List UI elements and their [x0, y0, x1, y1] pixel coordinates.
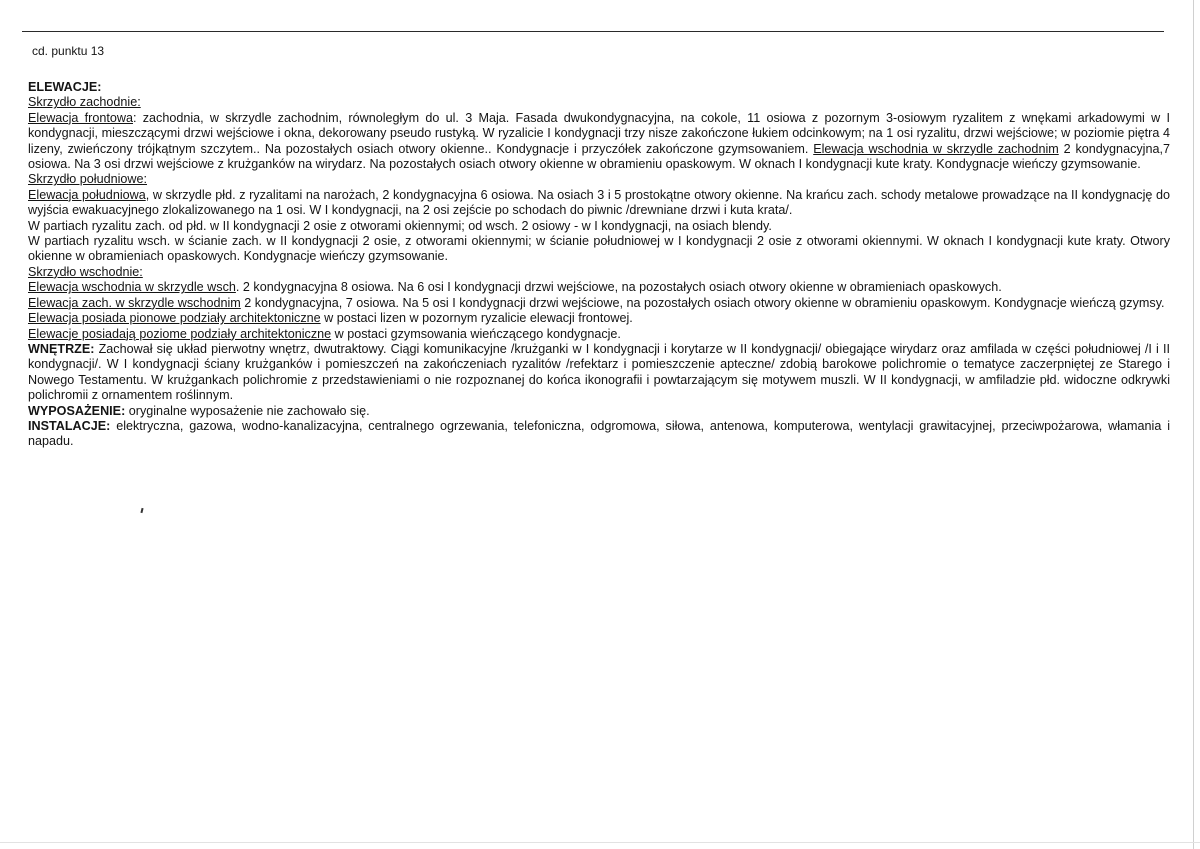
label-podzialy-poziome: Elewacje posiadają poziome podziały architektoniczne	[28, 326, 332, 341]
label-instalacje: INSTALACJE:	[28, 418, 111, 433]
paragraph-podzialy-pionowe	[28, 311, 1170, 326]
subheading-skrzydlo-wschodnie: Skrzydło wschodnie:	[28, 264, 143, 279]
page-edge-bottom	[0, 842, 1200, 843]
paragraph-elewacja-zach-wsch	[28, 296, 1170, 311]
paragraph-ryzalit-zach: W partiach ryzalitu zach. od płd. w II kondygnacji 2 osie z otworami okiennymi; od wsch. 2 osiowy - w I kondygnacji, na osiach blendy.	[28, 218, 772, 233]
paragraph-elewacja-frontowa	[28, 111, 1170, 173]
text-podzialy-poziome: w postaci gzymsowania wieńczącego kondygnacje.	[331, 326, 621, 341]
label-elewacja-wschodnia-zach: Elewacja wschodnia w skrzydle zachodnim	[813, 141, 1059, 156]
document-body	[28, 80, 1170, 450]
text-podzialy-pionowe: w postaci lizen w pozornym ryzalicie elewacji frontowej.	[320, 311, 633, 326]
text-elewacja-wschodnia-zach: 2 kondygnacyjna,7 osiowa. Na 3 osi drzwi wejściowe z krużganków na wirydarz. Na pozostałych osiach otwory okienne w obramieniu opaskowym. W oknach I kondygnacji kute kraty. Kondygnacje wieńczy gzymsowanie.	[28, 141, 1170, 172]
text-instalacje: elektryczna, gazowa, wodno-kanalizacyjna, centralnego ogrzewania, telefoniczna, odgromowa, siłowa, antenowa, komputerowa, wentylacji grawitacyjnej, przeciwpożarowa, włamania i napadu.	[28, 418, 1170, 449]
text-wyposazenie: oryginalne wyposażenie nie zachowało się.	[125, 403, 370, 418]
label-elewacja-frontowa: Elewacja frontowa	[28, 110, 133, 125]
paragraph-wyposazenie	[28, 404, 1170, 419]
paragraph-instalacje	[28, 419, 1170, 450]
label-elewacja-zach-wsch: Elewacja zach. w skrzydle wschodnim	[28, 295, 241, 310]
label-elewacja-wschodnia-wsch: Elewacja wschodnia w skrzydle wsch	[28, 280, 236, 295]
text-elewacja-frontowa: : zachodnia, w skrzydle zachodnim, równoległym do ul. 3 Maja. Fasada dwukondygnacyjna, na cokole, 11 osiowa z pozornym 3-osiowym ryzalitem z wnękami arkadowymi w I kondygnacji, mieszczącymi drzwi wejściowe i okna, dekorowany pseudo rustyką. W ryzalicie I kondygnacji trzy nisze zakończone łukiem odcinkowym; na 1 osi ryzalitu, drzwi wejściowe; w poziomie piętra 4 lizeny, zwieńczony trójkątnym szczytem.. Na pozostałych osiach otwory okienne.. Kondygnacje i przyczółek zakończone gzymsowaniem.	[28, 110, 1170, 156]
label-elewacja-poludniowa: Elewacja południowa	[28, 187, 146, 202]
text-elewacja-wschodnia-wsch: . 2 kondygnacyjna 8 osiowa. Na 6 osi I kondygnacji drzwi wejściowe, na pozostałych osiach otwory okienne w obramieniach opaskowych.	[235, 280, 1002, 295]
paragraph-podzialy-poziome	[28, 327, 1170, 342]
text-elewacja-poludniowa: , w skrzydle płd. z ryzalitami na narożach, 2 kondygnacyjna 6 osiowa. Na osiach 3 i 5 prostokątne otwory okienne. Na krańcu zach. schody metalowe prowadzące na II kondygnację do wyjścia ewakuacyjnego zlokalizowanego na 1 osi. W I kondygnacji, na 2 osi zejście po schodach do piwnic /drewniane drzwi i kuta krata/.	[28, 187, 1170, 218]
paragraph-elewacja-wschodnia-wsch	[28, 280, 1170, 295]
text-wnetrze: Zachował się układ pierwotny wnętrz, dwutraktowy. Ciągi komunikacyjne /krużganki w I kondygnacji i korytarze w II kondygnacji/ obiegające wirydarz oraz amfilada w części południowej /I i II kondygnacji/. W I kondygnacji ściany krużganków i pomieszczeń na zakończeniach ryzalitów /refektarz i pomieszczenie apteczne/ zdobią barokowe polichromie o tematyce zaczerpniętej ze Starego i Nowego Testamentu. W krużgankach polichromie z przedstawieniami o nie rozpoznanej do końca ikonografii i powtarzającym się motywem muszli. W II kondygnacji, w amfiladzie płd. widoczne odkrywki polichromii z ornamentem roślinnym.	[28, 341, 1170, 403]
subheading-skrzydlo-zachodnie: Skrzydło zachodnie:	[28, 95, 141, 110]
stray-ink-mark	[140, 508, 143, 513]
paragraph-elewacja-poludniowa	[28, 188, 1170, 219]
label-wnetrze: WNĘTRZE:	[28, 341, 95, 356]
text-elewacja-zach-wsch: 2 kondygnacyjna, 7 osiowa. Na 5 osi I kondygnacji drzwi wejściowe, na pozostałych osiach otwory okienne w obramieniu opaskowym. Kondygnacje wieńczą gzymsy.	[240, 295, 1165, 310]
subheading-skrzydlo-poludniowe: Skrzydło południowe:	[28, 172, 148, 187]
top-rule	[22, 31, 1164, 32]
label-wyposazenie: WYPOSAŻENIE:	[28, 403, 126, 418]
section-heading-elewacje: ELEWACJE:	[28, 80, 102, 94]
label-podzialy-pionowe: Elewacja posiada pionowe podziały architektoniczne	[28, 311, 321, 326]
paragraph-ryzalit-wsch: W partiach ryzalitu wsch. w ścianie zach. w II kondygnacji 2 osie, z otworami okiennymi; w ścianie południowej w I kondygnacji 2 osie z otworami okiennymi. W oknach I kondygnacji kute kraty. Otwory okienne w obramieniach opaskowych. Kondygnacje wieńczy gzymsowanie.	[28, 234, 1170, 264]
paragraph-wnetrze	[28, 342, 1170, 404]
page-edge-right	[1193, 0, 1194, 849]
continuation-note: cd. punktu 13	[32, 44, 105, 58]
